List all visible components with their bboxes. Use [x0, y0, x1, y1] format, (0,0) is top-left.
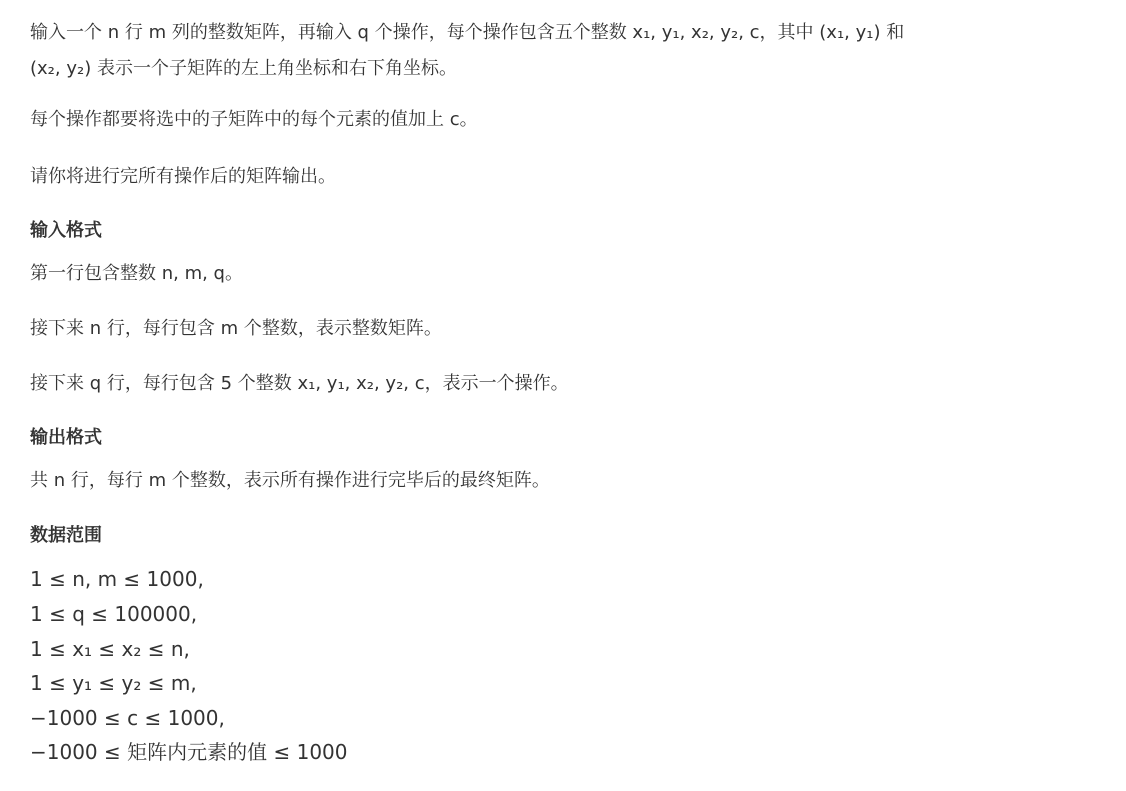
data-range-heading: 数据范围 [30, 525, 102, 546]
range-item-y: 1 ≤ y₁ ≤ y₂ ≤ m, [30, 671, 197, 695]
input-format-line-1: 第一行包含整数 n, m, q。 [30, 263, 243, 284]
input-format-line-3: 接下来 q 行，每行包含 5 个整数 x₁, y₁, x₂, y₂, c，表示一个操作。 [30, 373, 569, 394]
range-item-n-m: 1 ≤ n, m ≤ 1000, [30, 567, 204, 591]
input-format-line-2: 接下来 n 行，每行包含 m 个整数，表示整数矩阵。 [30, 318, 442, 339]
output-format-line-1: 共 n 行，每行 m 个整数，表示所有操作进行完毕后的最终矩阵。 [30, 470, 550, 491]
range-item-c: −1000 ≤ c ≤ 1000, [30, 706, 225, 730]
input-format-heading: 输入格式 [30, 220, 102, 241]
range-item-x: 1 ≤ x₁ ≤ x₂ ≤ n, [30, 637, 190, 661]
intro-line-1: 输入一个 n 行 m 列的整数矩阵，再输入 q 个操作，每个操作包含五个整数 x₁, y₁, x₂, y₂, c，其中 (x₁, y₁) 和 [30, 22, 905, 43]
range-item-q: 1 ≤ q ≤ 100000, [30, 602, 198, 626]
operation-description: 每个操作都要将选中的子矩阵中的每个元素的值加上 c。 [30, 109, 478, 130]
intro-line-2: (x₂, y₂) 表示一个子矩阵的左上角坐标和右下角坐标。 [30, 58, 457, 79]
output-format-heading: 输出格式 [30, 427, 102, 448]
output-request: 请你将进行完所有操作后的矩阵输出。 [30, 166, 336, 187]
range-item-element: −1000 ≤ 矩阵内元素的值 ≤ 1000 [30, 740, 348, 764]
